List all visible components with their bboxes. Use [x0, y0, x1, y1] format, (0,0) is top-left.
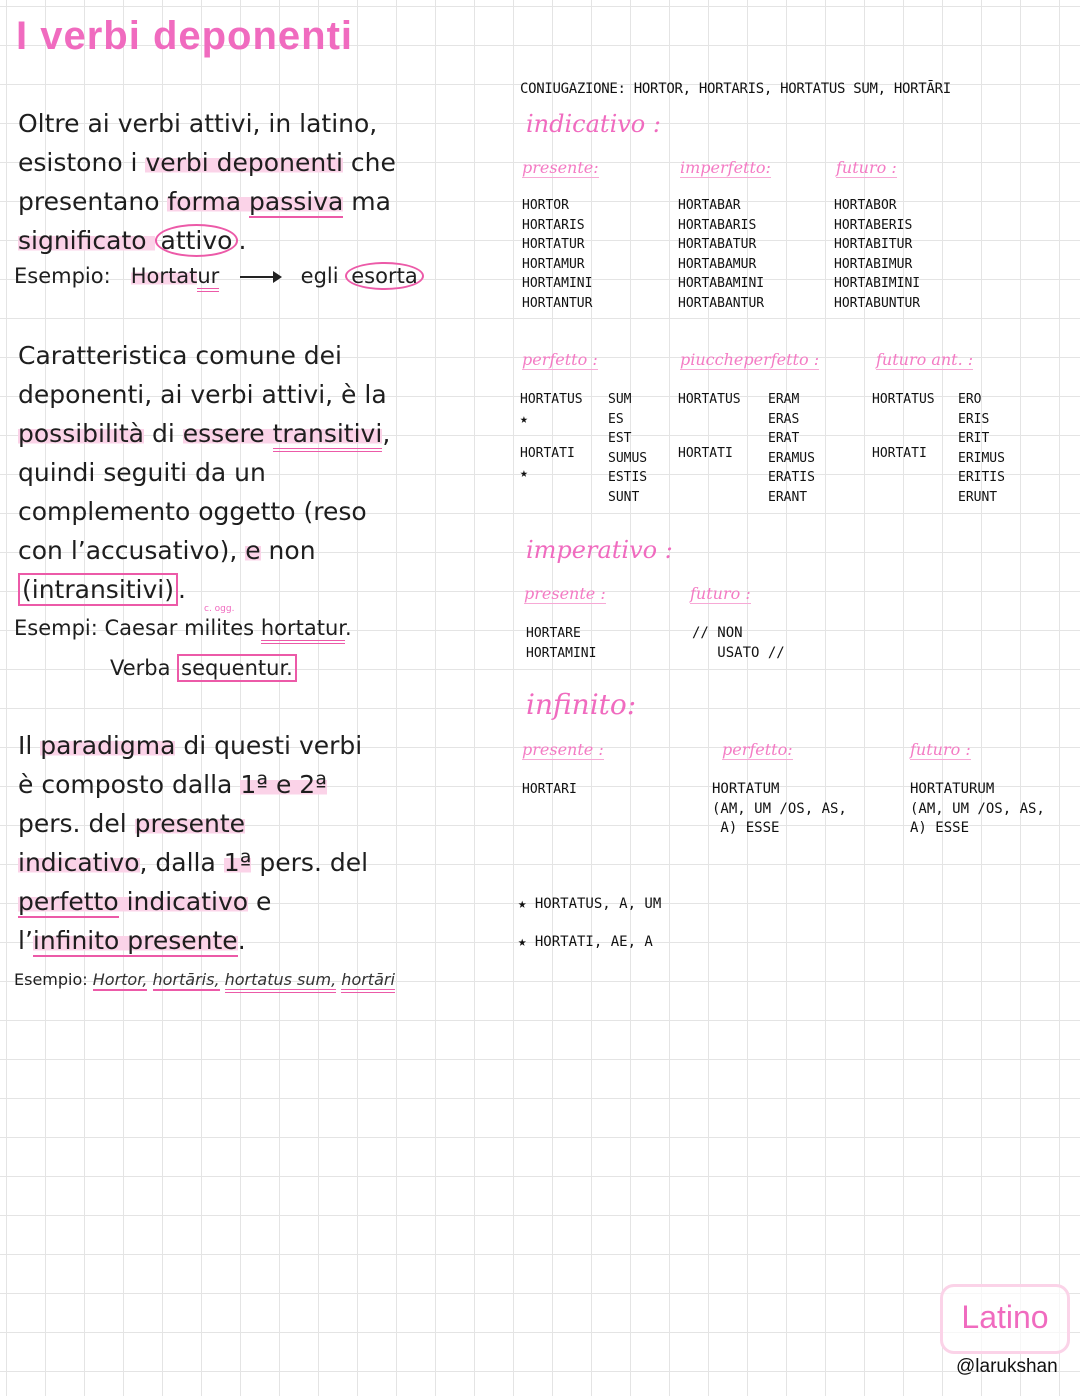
highlight-paradigma: paradigma	[40, 731, 176, 760]
futuro-ant-participle-sg: HORTATUS	[872, 392, 935, 407]
text: che	[342, 148, 396, 177]
example-caesar	[14, 616, 352, 640]
highlight-verbi-deponenti: verbi deponenti	[145, 148, 343, 177]
italian-text: egli	[300, 264, 346, 288]
label-infinito-perfetto: perfetto:	[722, 740, 793, 759]
text: .	[178, 575, 186, 604]
example-label: Esempio:	[14, 264, 111, 288]
text: .	[344, 616, 352, 640]
piuccheperfetto-participle-sg: HORTATUS	[678, 392, 741, 407]
text: quindi seguiti da un	[18, 458, 266, 487]
highlight-first: 1ª	[223, 848, 252, 877]
text: Caratteristica comune dei	[18, 341, 342, 370]
text: è composto dalla	[18, 770, 241, 799]
circled-attivo: attivo	[155, 224, 239, 257]
label-perfetto: perfetto :	[522, 350, 598, 369]
text: pers. del	[18, 809, 135, 838]
text: pers. del	[251, 848, 369, 877]
paragraph-paradigm	[18, 726, 438, 960]
text: .	[237, 926, 246, 955]
label-futuro-anteriore: futuro ant. :	[876, 350, 974, 369]
form-hortari: hortāri	[341, 970, 395, 993]
highlight-persons: 1ª e 2ª	[240, 770, 327, 799]
text: Verba	[110, 656, 178, 680]
highlight-transitivi: transitivi	[273, 419, 383, 452]
forms-futuro: HORTABOR HORTABERIS HORTABITUR HORTABIMUR HORTABIMINI HORTABUNTUR	[834, 198, 921, 311]
underlined-hortatur: hortatur	[261, 616, 345, 644]
object-note: c. ogg.	[204, 604, 235, 614]
label-imperativo-futuro: futuro :	[690, 584, 751, 603]
example-paradigm	[14, 970, 395, 989]
highlight-indicativo-2: indicativo	[118, 887, 249, 916]
highlight-infinito-presente: infinito presente	[32, 926, 238, 955]
imperativo-futuro-note: // NON USATO //	[692, 625, 785, 661]
piuccheperfetto-aux: ERAM ERAS ERAT ERAMUS ERATIS ERANT	[768, 392, 815, 505]
author-handle: @larukshan	[956, 1356, 1058, 1377]
text: deponenti, ai verbi attivi, è la	[18, 380, 387, 409]
forms-infinito-futuro: HORTATURUM (AM, UM /OS, AS, A) ESSE	[910, 781, 1045, 836]
forms-imperfetto: HORTABAR HORTABARIS HORTABATUR HORTABAMUR HORTABAMINI HORTABANTUR	[678, 198, 765, 311]
highlight-essere: essere	[182, 419, 273, 448]
latin-stem: Hortat	[130, 264, 198, 288]
form-hortatus-sum: hortatus sum,	[225, 970, 337, 993]
text: esistono i	[18, 148, 146, 177]
label-presente: presente:	[522, 158, 599, 177]
latin-ending: ur	[197, 264, 219, 292]
label-infinito-futuro: futuro :	[910, 740, 971, 759]
text: Oltre ai verbi attivi, in latino,	[18, 109, 378, 138]
futuro-ant-participle-pl: HORTATI	[872, 446, 927, 461]
highlight-possibilita: possibilità	[18, 419, 144, 448]
text: con l’accusativo),	[18, 536, 246, 565]
highlight-forma: forma	[167, 187, 250, 216]
forms-presente: HORTOR HORTARIS HORTATUR HORTAMUR HORTAMINI HORTANTUR	[522, 198, 593, 311]
label-piuccheperfetto: piuccheperfetto :	[680, 350, 820, 369]
piuccheperfetto-participle-pl: HORTATI	[678, 446, 733, 461]
section-infinito: infinito:	[526, 688, 637, 721]
highlight-e: e	[245, 536, 261, 565]
example-label: Esempi: Caesar milites	[14, 616, 261, 640]
page-title: I verbi deponenti	[16, 14, 354, 58]
example-hortatur	[14, 264, 424, 288]
futuro-ant-aux: ERO ERIS ERIT ERIMUS ERITIS ERUNT	[958, 392, 1005, 505]
form-hortor: Hortor,	[92, 970, 148, 989]
text: complemento oggetto (reso	[18, 497, 367, 526]
label-infinito-presente: presente :	[522, 740, 604, 759]
boxed-intransitivi: (intransitivi)	[18, 573, 178, 606]
text: non	[260, 536, 316, 565]
text: di	[144, 419, 183, 448]
text: di questi verbi	[175, 731, 363, 760]
perfetto-participle-pl: HORTATI ★	[520, 446, 575, 481]
paragraph-transitivity	[18, 336, 438, 609]
highlight-significato: significato	[18, 226, 155, 255]
paragraph-definition	[18, 104, 438, 260]
conjugation-header: CONIUGAZIONE: HORTOR, HORTARIS, HORTATUS SUM, HORTĀRI	[520, 81, 951, 97]
section-imperativo: imperativo :	[526, 536, 673, 564]
arrow-icon	[240, 276, 280, 278]
text: l’	[18, 926, 33, 955]
forms-imperativo-presente: HORTARE HORTAMINI	[526, 626, 597, 661]
section-indicativo: indicativo :	[526, 110, 661, 138]
forms-infinito-presente: HORTARI	[522, 782, 577, 797]
perfetto-aux: SUM ES EST SUMUS ESTIS SUNT	[608, 392, 648, 505]
note-hortati: ★ HORTATI, AE, A	[518, 934, 653, 950]
highlight-perfetto: perfetto	[18, 887, 119, 916]
highlight-indicativo: indicativo	[18, 848, 140, 877]
subject-badge	[940, 1284, 1070, 1354]
subject-badge-label: Latino	[961, 1299, 1049, 1335]
boxed-sequentur: sequentur.	[177, 654, 297, 682]
note-hortatus: ★ HORTATUS, A, UM	[518, 896, 662, 912]
text: , dalla	[139, 848, 224, 877]
label-imperativo-presente: presente :	[524, 584, 606, 603]
example-label: Esempio:	[14, 970, 93, 989]
text: ,	[382, 419, 391, 448]
highlight-presente: presente	[134, 809, 246, 838]
text: e	[248, 887, 272, 916]
text: ma	[343, 187, 391, 216]
text: .	[238, 226, 247, 255]
highlight-passiva: passiva	[249, 187, 344, 216]
example-verba	[110, 656, 297, 680]
text: presentano	[18, 187, 168, 216]
label-futuro: futuro :	[836, 158, 897, 177]
text: Il	[18, 731, 41, 760]
label-imperfetto: imperfetto:	[680, 158, 771, 177]
forms-infinito-perfetto: HORTATUM (AM, UM /OS, AS, A) ESSE	[712, 781, 847, 836]
perfetto-participle-sg: HORTATUS ★	[520, 392, 583, 427]
circled-esorta: esorta	[345, 262, 423, 290]
form-hortaris: hortāris,	[152, 970, 220, 989]
